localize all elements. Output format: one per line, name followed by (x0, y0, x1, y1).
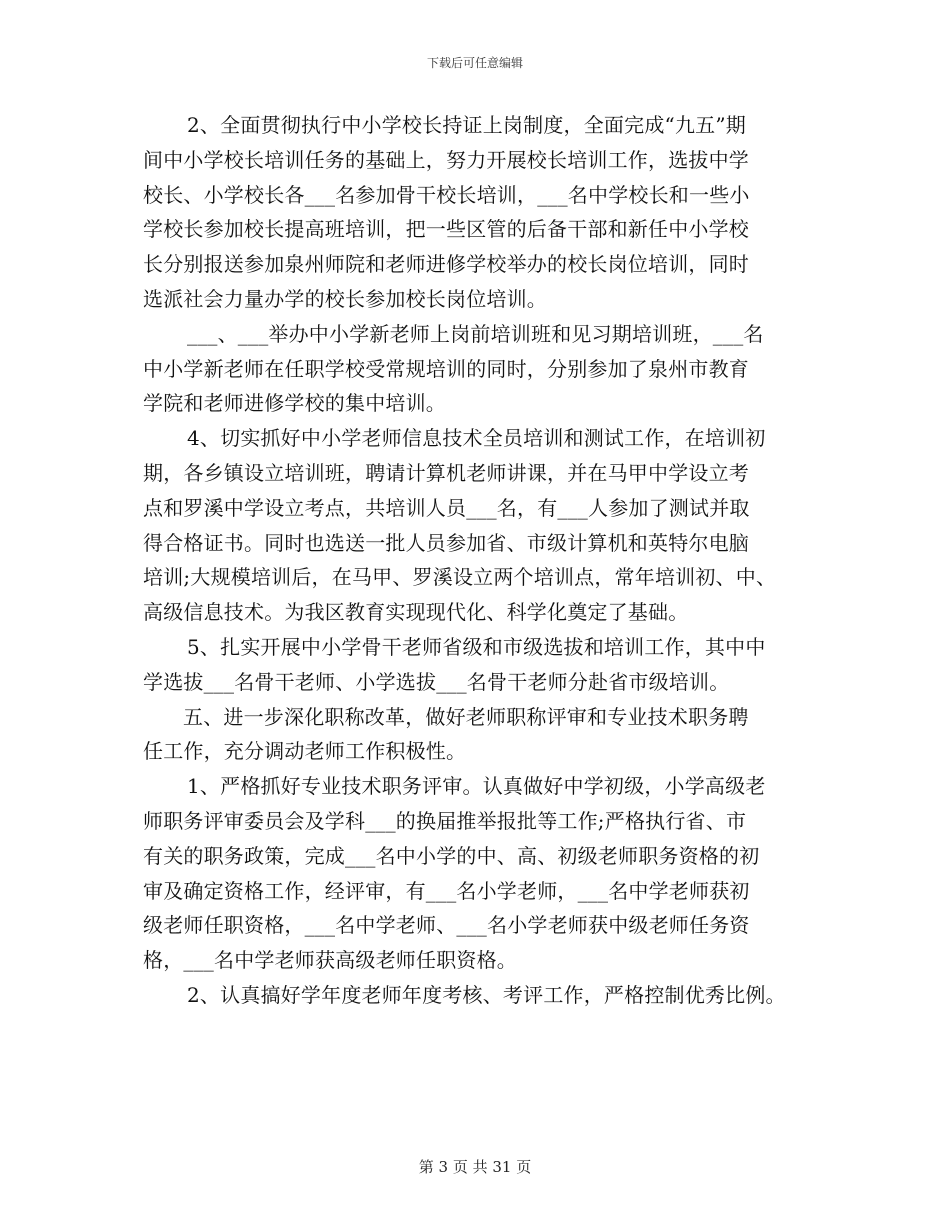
text-line: 审及确定资格工作，经评审，有___名小学老师，___名中学老师获初 (143, 878, 750, 903)
text-line: 间中小学校长培训任务的基础上，努力开展校长培训工作，选拔中学 (143, 147, 749, 172)
text-line: 选派社会力量办学的校长参加校长岗位培训。 (143, 286, 547, 311)
text-line: 得合格证书。同时也选送一批人员参加省、市级计算机和英特尔电脑 (143, 530, 749, 555)
text-line: 师职务评审委员会及学科___的换届推举报批等工作;严格执行省、市 (143, 808, 747, 833)
text-line: 4、切实抓好中小学老师信息技术全员培训和测试工作，在培训初 (187, 426, 766, 451)
text-line: 期，各乡镇设立培训班，聘请计算机老师讲课，并在马甲中学设立考 (143, 460, 749, 485)
text-line: 有关的职务政策，完成___名中小学的中、高、初级老师职务资格的初 (143, 843, 760, 868)
page-number: 第 3 页 共 31 页 (418, 1158, 532, 1176)
text-line: ___、___举办中小学新老师上岗前培训班和见习期培训班，___名 (187, 321, 764, 346)
text-line: 2、认真搞好学年度老师年度考核、考评工作，严格控制优秀比例。 (187, 982, 786, 1007)
section-heading-line: 五、进一步深化职称改革，做好老师职称评审和专业技术职务聘 (183, 704, 749, 729)
text-line: 格，___名中学老师获高级老师任职资格。 (143, 948, 517, 973)
text-line: 中小学新老师在任职学校受常规培训的同时，分别参加了泉州市教育 (143, 356, 749, 381)
text-line: 点和罗溪中学设立考点，共培训人员___名，有___人参加了测试并取 (143, 495, 750, 520)
text-line: 5、扎实开展中小学骨干老师省级和市级选拔和培训工作，其中中 (187, 634, 766, 659)
text-line: 任工作，充分调动老师工作积极性。 (143, 739, 467, 764)
text-line: 校长、小学校长各___名参加骨干校长培训，___名中学校长和一些小 (143, 182, 750, 207)
document-body (143, 108, 833, 1013)
text-line: 培训;大规模培训后，在马甲、罗溪设立两个培训点，常年培训初、中、 (143, 565, 777, 590)
text-line: 级老师任职资格，___名中学老师、___名小学老师获中级老师任务资 (143, 913, 750, 938)
text-line: 1、严格抓好专业技术职务评审。认真做好中学初级，小学高级老 (187, 774, 766, 799)
text-line: 长分别报送参加泉州师院和老师进修学校举办的校长岗位培训，同时 (143, 252, 749, 277)
text-line: 学校长参加校长提高班培训，把一些区管的后备干部和新任中小学校 (143, 217, 749, 242)
text-line: 高级信息技术。为我区教育实现现代化、科学化奠定了基础。 (143, 600, 689, 625)
text-line: 学院和老师进修学校的集中培训。 (143, 391, 446, 416)
text-line: 学选拔___名骨干老师、小学选拔___名骨干老师分赴省市级培训。 (143, 669, 730, 694)
page-header-note: 下载后可任意编辑 (426, 56, 523, 70)
text-line: 2、全面贯彻执行中小学校长持证上岗制度，全面完成“九五”期 (187, 113, 746, 137)
